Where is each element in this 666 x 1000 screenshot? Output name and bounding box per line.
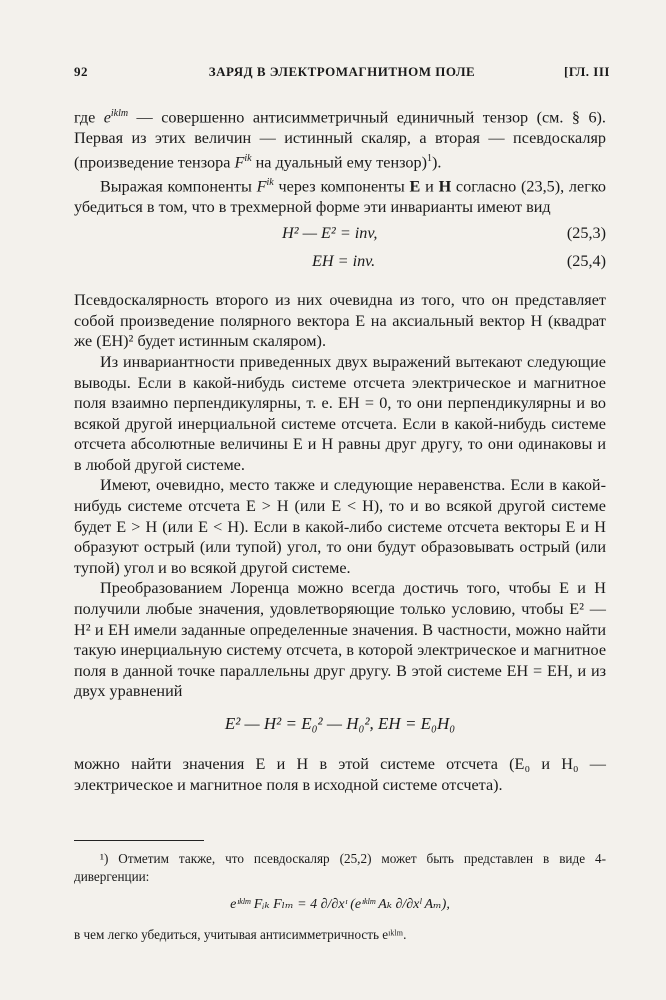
equation-invariants: E² — H² = E₀² — H₀², EH = E₀H₀ [224, 714, 456, 734]
equation-25-4 [74, 251, 606, 276]
footnote-rule [74, 840, 204, 841]
footnote-text-2: в чем легко убедиться, учитывая антисимметричность eᶦᵏˡᵐ. [74, 927, 407, 942]
paragraph-3: Псевдоскалярность второго из них очевидна из того, что он представляет собой произведение полярного вектора E на аксиальный вектор H (квадрат же (EH)² будет истинным скаляром). [74, 291, 606, 351]
paragraph-4: Из инвариантности приведенных двух выражений вытекают следующие выводы. Если в какой-нибудь системе отсчета электрическое и магнитное поля взаимно перпендикулярны, т. е. EH = 0, то они перпендикулярны и во всякой другой инерциальной системе отсчета. Если в какой-нибудь системе отсчета абсолютные величины E и H равны друг другу, то они одинаковы и в любой другой системе. [74, 352, 606, 474]
footnote [74, 850, 606, 944]
equation-25-3 [74, 223, 606, 248]
equation-25-3-formula: H² — E² = inv, [282, 224, 378, 243]
main-text [74, 104, 606, 795]
paragraph-6: Преобразованием Лоренца можно всегда достичь того, чтобы E и H получили любые значения, удовлетворяющие только условию, чтобы E² — H² и EH имели заданные определенные значения. В частности, можно найти такую инерциальную систему отсчета, в которой электрическое и магнитное поля в данной точке параллельны друг другу. В этой системе EH = EH, и из двух уравнений [74, 579, 606, 701]
paragraph-5: Имеют, очевидно, место также и следующие неравенства. Если в какой-нибудь системе отсчета E > H (или E < H), то и во всякой другой системе будет E > H (или E < H). Если в какой-либо системе отсчета векторы E и H образуют острый (или тупой) угол, то они будут образовывать острый (или тупой) угол и во всякой другой системе. [74, 476, 606, 577]
running-header [74, 64, 610, 84]
equation-25-4-number: (25,4) [566, 252, 606, 271]
running-title: ЗАРЯД В ЭЛЕКТРОМАГНИТНОМ ПОЛЕ [208, 64, 476, 79]
footnote-text-1: ¹) Отметим также, что псевдоскаляр (25,2) может быть представлен в виде 4-дивергенции: [74, 851, 606, 884]
page-number: 92 [74, 64, 88, 79]
equation-25-3-number: (25,3) [566, 224, 606, 243]
chapter-label: [ГЛ. III [563, 64, 610, 79]
paragraph-1: где $e^{iklm}$ — совершенно антисимметричный единичный тензор (см. § 6). Первая из этих величин — истинный скаляр, а вторая — псевдоскаляр (произведение тензора $F^{ik}$ на дуальный ему тензор)$^1$). [74, 108, 606, 171]
paragraph-7: можно найти значения E и H в этой системе отсчета (E₀ и H₀ — электрическое и магнитное поля в исходной системе отсчета). [74, 755, 606, 794]
footnote-formula: eᶦᵏˡᵐ Fᵢₖ Fₗₘ = 4 ∂/∂xᶦ (eᶦᵏˡᵐ Aₖ ∂/∂xˡ Aₘ), [230, 897, 450, 912]
equation-25-4-formula: EH = inv. [312, 252, 376, 271]
paragraph-2: Выражая компоненты $F^{ik}$ через компоненты E и H согласно (23,5), легко убедиться в том, что в трехмерной форме эти инварианты имеют вид [74, 176, 606, 216]
footnote-marker: 1 [427, 152, 433, 164]
